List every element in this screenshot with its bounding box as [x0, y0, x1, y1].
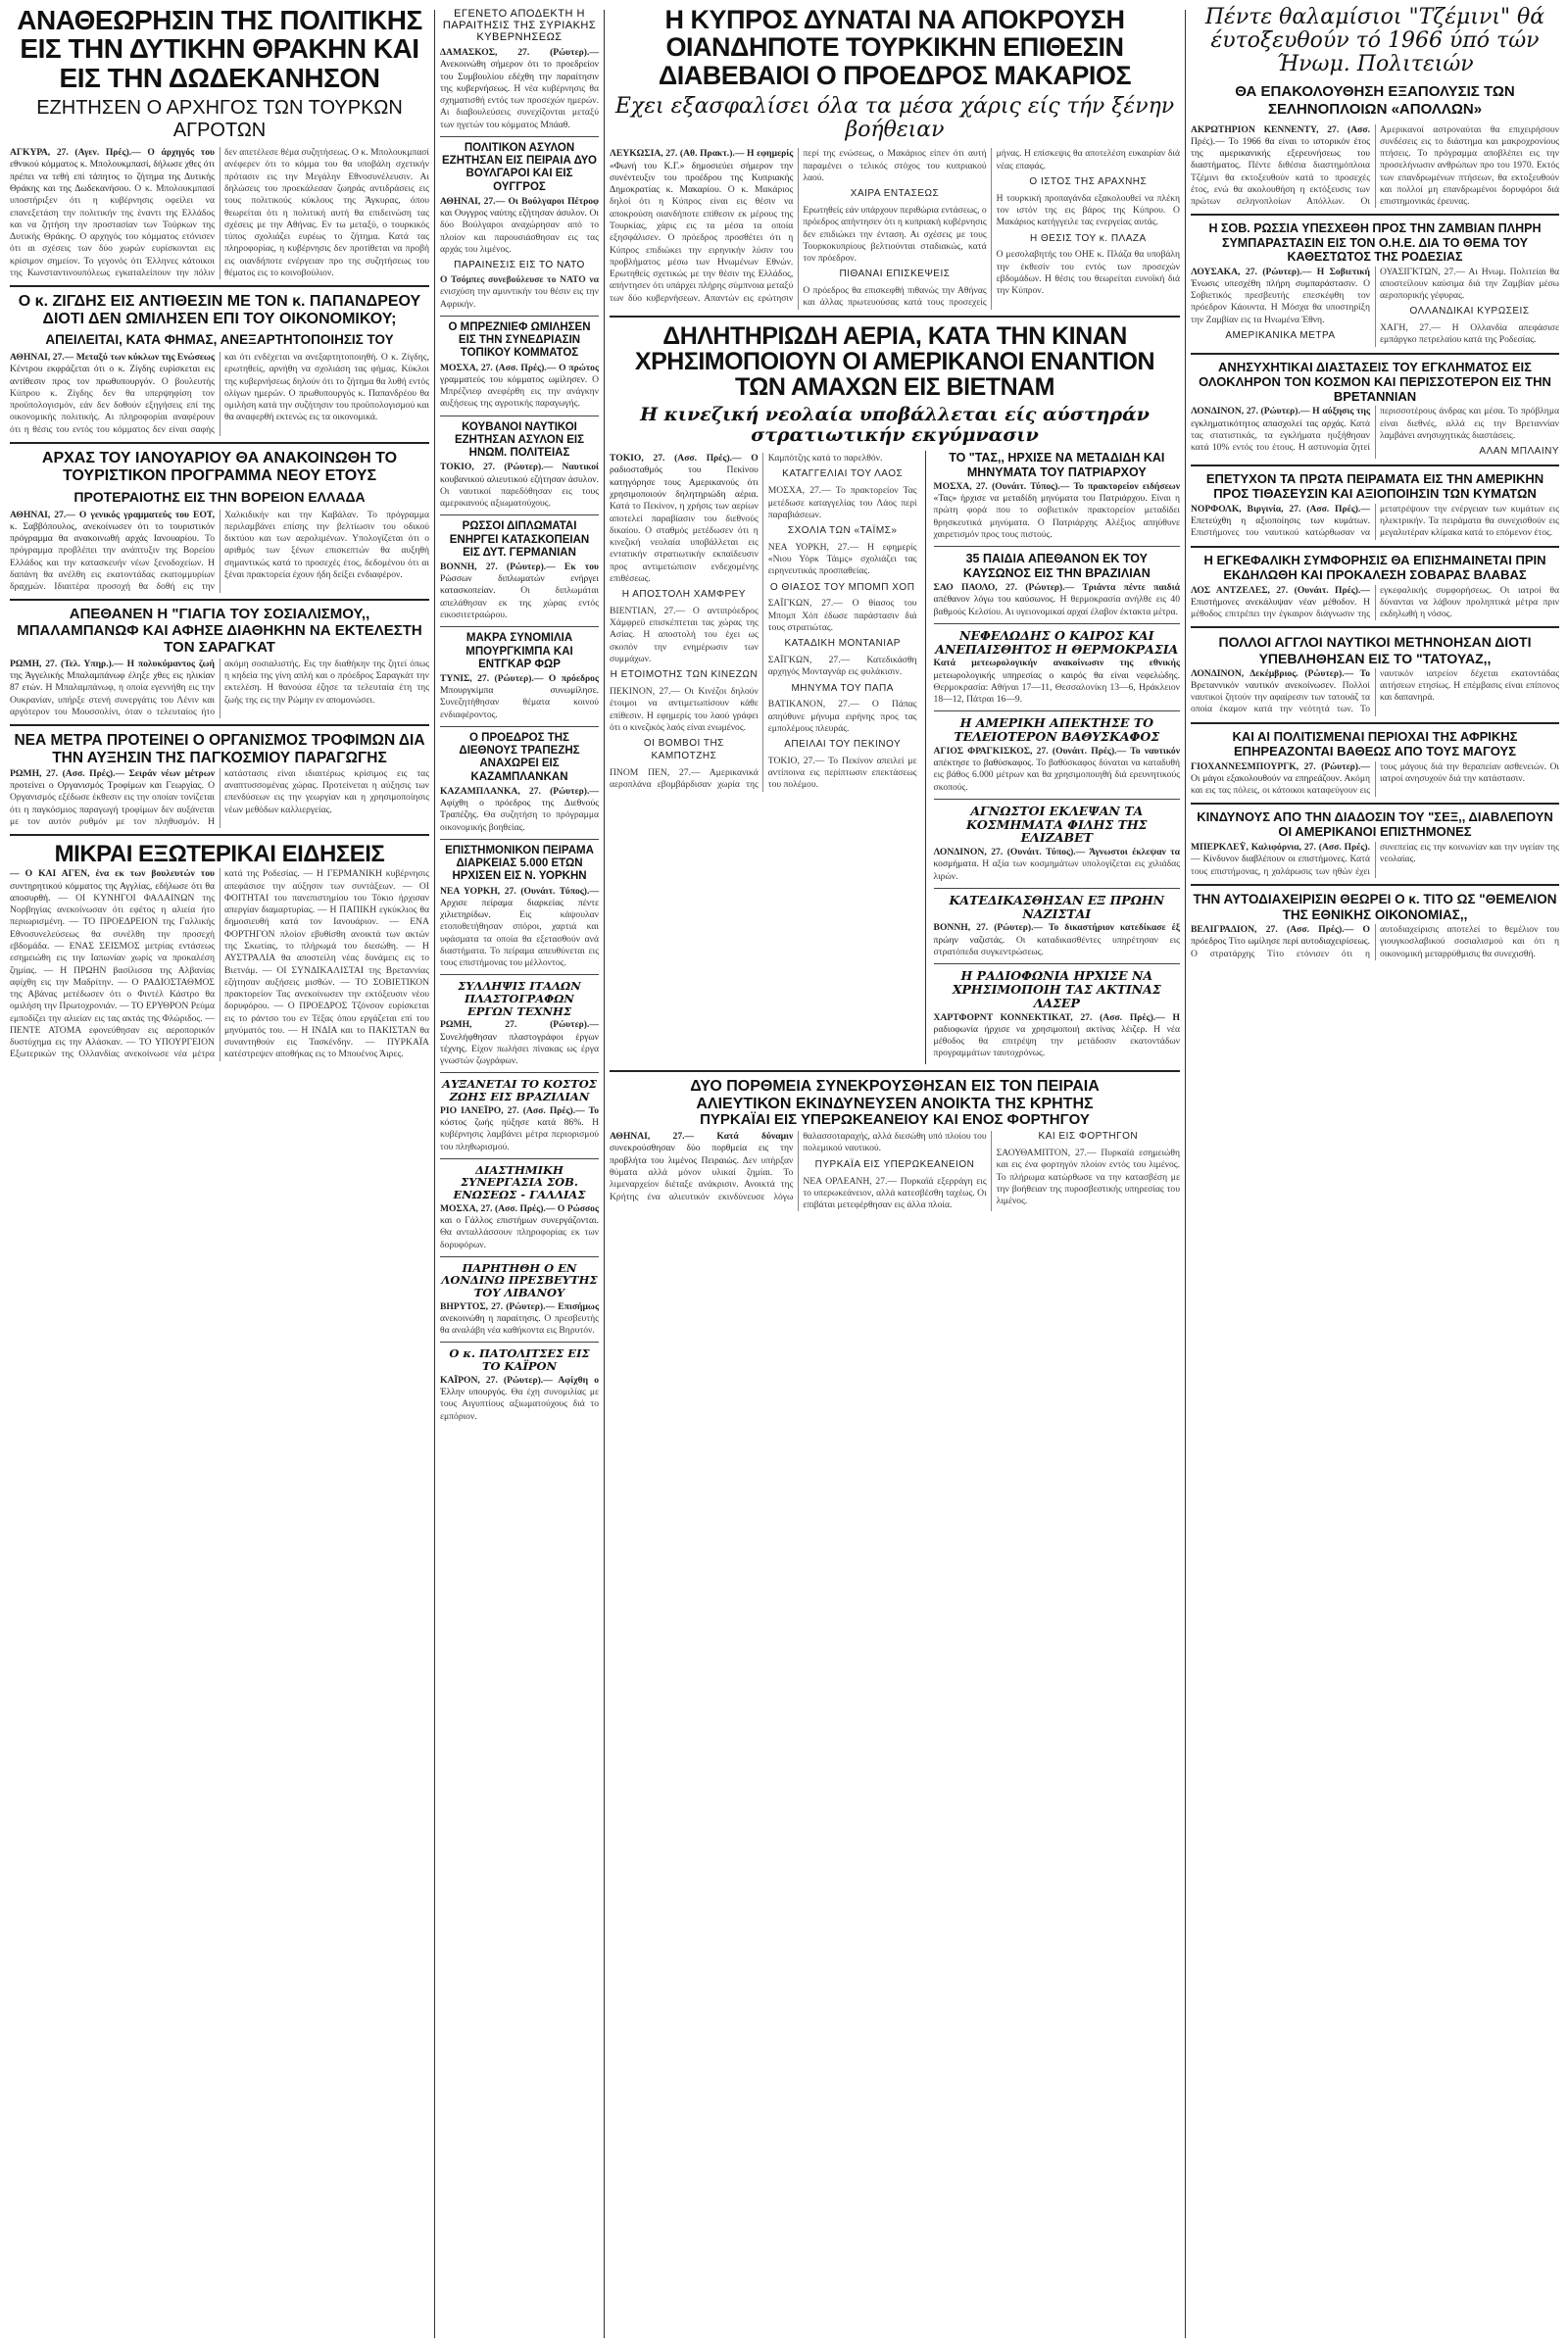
article-brazil-cost	[440, 1105, 599, 1153]
body-filler: Η θερμοκρασία ανήλθε εις 40 βαθμούς Κελσίου. Αι υγειονομικαί αρχαί έλαβον έκτακτα μέτρα.	[933, 594, 1180, 617]
body-filler: Ο πρεσβευτής θα αναλάβη νέα καθήκοντα εις Βηρυτόν.	[440, 1312, 599, 1337]
headline-space-coop: ΔΙΑΣΤΗΜΙΚΗ ΣΥΝΕΡΓΑΣΙΑ ΣΟΒ. ΕΝΩΣΕΩΣ - ΓΑΛΛΙΑΣ	[453, 1162, 586, 1202]
body-filler: Ο κ. Μακάριος δηλοί ότι η Κύπρος είναι εις θέσιν να αποκρούση οιανδήποτε επίθεσιν εκ μέρους της Τουρκίας, χάρις εις τα μέσα τα οποία εξησφάλισεν. Ο πρόεδρος προσθέτει ότι η Κύπρος επιδιώκει την ειρηνικήν λύσιν του προβλήματος μέσω των Ηνωμένων Εθνών. Ερωτηθείς σχετικώς με την θέσιν της Ελλάδος, απήντησεν ότι υπάρχει πλήρης σύμπνοια μεταξύ των δύο κυβερνήσεων. Απαντών εις ερώτησιν περί της ενώσεως, ο Μακάριος είπεν ότι αυτή παραμένει ο τελικός στόχος του κυπριακού λαού.	[610, 148, 987, 304]
headline-lebanon: ΠΑΡΗΤΗΘΗ Ο ΕΝ ΛΟΝΔΙΝΩ ΠΡΕΣΒΕΥΤΗΣ ΤΟΥ ΛΙΒΑΝΟΥ	[441, 1260, 598, 1300]
lead-balabanoff: ΡΩΜΗ, 27. (Τελ. Υπηρ.).— Η πολυκύμαντος ζωή της Άγγελικής Μπαλαμπάνωφ έληξε χθες εις ηλικίαν 87 ετών.	[10, 658, 215, 694]
body-filler: Η κυβέρνησις λαμβάνει μέτρα περιορισμού του πληθωρισμού.	[440, 1116, 599, 1152]
article-syria	[440, 47, 599, 131]
headline-spies: ΡΩΣΣΟΙ ΔΙΠΛΩΜΑΤΑΙ ΕΝΗΡΓΕΙ ΚΑΤΑΣΚΟΠΕΙΑΝ ΕΙΣ ΔΥΤ. ΓΕΡΜΑΝΙΑΝ	[449, 520, 590, 559]
headline-laser: Η ΡΑΔΙΟΦΩΝΙΑ ΗΡΧΙΣΕ ΝΑ ΧΡΗΣΙΜΟΠΟΙΗ ΤΑΣ ΑΚΤΙΝΑΣ ΛΑΣΕΡ	[952, 968, 1161, 1010]
body-filler: — ΟΙ ΚΥΝΗΓΟΙ ΦΑΛΑΙΝΩΝ της Νορβηγίας ανεκοίνωσαν ότι εφέτος η αλιεία ήτο περιωρισμένη. — ΤΟ ΠΡΟΕΔΡΕΙΟΝ της Γαλλικής Εθνοσυνελεύσεως θα συνέλθη την προσεχή εβδομάδα. — ΕΝΑΣ ΣΕΙΣΜΟΣ μετρίας εντάσεως εσημειώθη εις την Ιαπωνίαν χωρίς να προκαλέση ζημίας. — Η ΠΡΩΗΝ βασίλισσα της Αλβανίας αφίχθη εις την Μαδρίτην. — Ο ΡΑΔΙΟΣΤΑΘΜΟΣ της Αβάνας μετέδωσεν ότι ο Φιντέλ Κάστρο θα ομιλήση την Πρωτοχρονιάν. — ΤΟ ΕΡΥΘΡΟΝ Ρεύμα εμποδίζει την αλιείαν εις τας ακτάς της Φλώριδος. — ΠΕΝΤΕ ΑΤΟΜΑ εφονεύθησαν εις αεροπορικόν δυστύχημα εις την Αλάσκαν. — ΤΟ ΥΠΟΥΡΓΕΙΟΝ Εξωτερικών της Ολλανδίας ανεκοίνωσε νέα μέτρα κατά της Ροδεσίας. — Η ΓΕΡΜΑΝΙΚΗ κυβέρνησις απεφάσισε την αύξησιν των συντάξεων. — ΟΙ ΦΟΙΤΗΤΑΙ του πανεπιστημίου του Τόκιο ήρχισαν απεργίαν διαμαρτυρίας. — Η ΠΑΠΙΚΗ εγκύκλιος θα δημοσιευθή κατά τον Ιανουάριον. — ΕΝΑ ΦΟΡΤΗΓΟΝ πλοίον εβυθίσθη ανοικτά των ακτών της Σκωτίας, το πλήρωμά του διεσώθη. — Η ΑΥΣΤΡΑΛΙΑ θα αποστείλη νέας δυνάμεις εις το Βιετνάμ. — ΟΙ ΣΥΝΔΙΚΑΛΙΣΤΑΙ της Βρεταννίας εζήτησαν αυξήσεις μισθών. — ΤΟ ΣΟΒΙΕΤΙΚΟΝ πρακτορείον Τας ανεκοίνωσεν την εκτόξευσιν νέου δορυφόρου. — Ο ΠΡΟΕΔΡΟΣ Τζόνσον ευρίσκεται εις το ράντσο του εν Τέξας όπου εργάζεται επί του μηνύματός του. — Η ΙΝΔΙΑ και το ΠΑΚΙΣΤΑΝ θα συναντηθούν εις Τασκένδην. — ΠΥΡΚΑΪΑ κατέστρεψεν αποθήκας εις το Μπουένος Άιρες.	[10, 868, 429, 1060]
body-filler: ΝΕΑ ΟΡΛΕΑΝΗ, 27.— Πυρκαϊά εξερράγη εις το υπερωκεάνειον, αλλά κατεσβέσθη ταχέως. Οι επιβάται μετεφέρθησαν εις άλλα πλοία.	[803, 1175, 987, 1211]
headline-weather: ΝΕΦΕΛΩΔΗΣ Ο ΚΑΙΡΟΣ ΚΑΙ ΑΝΕΠΑΙΣΘΗΤΟΣ Η ΘΕΡΜΟΚΡΑΣΙΑ	[935, 627, 1179, 657]
article-forgers	[440, 1019, 599, 1067]
headline-brazil-cost: ΑΥΞΑΝΕΤΑΙ ΤΟ ΚΟΣΤΟΣ ΖΩΗΣ ΕΙΣ ΒΡΑΖΙΛΙΑΝ	[442, 1077, 597, 1104]
article-world-bank	[440, 786, 599, 834]
center-lower-right	[934, 451, 1180, 1063]
subtitle-us-measures: ΑΜΕΡΙΚΑΝΙΚΑ ΜΕΤΡΑ	[1225, 329, 1336, 341]
body-filler: Συνεζητήθησαν θέματα κοινού ενδιαφέροντος.	[440, 697, 599, 720]
body-filler: Ακόμη και εις τας πόλεις, οι κάτοικοι καταφεύγουν εις τους μάγους διά την θεραπείαν ασθενειών. Οι ιατροί ανησυχούν διά την κατάστασιν.	[1191, 760, 1559, 797]
lead-forgers: ΡΩΜΗ, 27. (Ρώυτερ).— Συνελήφθησαν πλαστογράφοι έργων τέχνης.	[440, 1019, 599, 1054]
lead-spies: ΒΟΝΝΗ, 27. (Ρώυτερ).— Εκ του Ρώσσων διπλωματών ενήργει κατασκοπείαν.	[440, 561, 599, 597]
body-filler: Ο πρόεδρος θα επισκεφθή πιθανώς την Αθήνας και άλλας πρωτευούσας κατά τους προσεχείς μήνας. Η επίσκεψις θα αποτελέση ευκαιρίαν διά νέας επαφάς.	[803, 148, 1180, 309]
headline-cuban: ΚΟΥΒΑΝΟΙ ΝΑΥΤΙΚΟΙ ΕΖΗΤΗΣΑΝ ΑΣΥΛΟΝ ΕΙΣ ΗΝΩΜ. ΠΟΛΙΤΕΙΑΣ	[454, 420, 584, 460]
article-tass	[934, 481, 1180, 541]
body-filler: Πολλοί ναυτικοί ζητούν την αφαίρεσιν των τατουάζ τα οποία έκαμον κατά την νεότητά των. Το ναυτικόν ιατρείον δέχεται εκατοντάδας αιτήσεων ετησίως. Η επέμβασις είναι επίπονος και δαπανηρά.	[1191, 667, 1559, 715]
body-filler: Θα έχη συνομιλίας με τους Αιγυπτίους αξιωματούχους διά το εμπόριον.	[440, 1387, 599, 1422]
lead-brazil-cost: ΡΙΟ ΙΑΝΕΪΡΟ, 27. (Ασσ. Πρές).— Το κόστος ζωής ηύξησε κατά 86%.	[440, 1104, 599, 1128]
article-nato	[440, 274, 599, 311]
lead-jewels: ΛΟΝΔΙΝΟΝ, 27. (Ουνάιτ. Τύπος).— Άγνωστοι έκλεψαν τα κοσμήματα.	[933, 847, 1180, 870]
lead-heat: ΣΑΟ ΠΑΟΛΟ, 27. (Ρώυτερ).— Τριάντα πέντε παιδιά απέθανον λόγω του καύσωνος.	[933, 582, 1180, 606]
lead-africa-magic: ΓΙΟΧΑΝΝΕΣΜΠΟΥΡΓΚ, 27. (Ρώυτερ).— Οι μάγοι εξακολουθούν να επηρεάζουν.	[1191, 760, 1370, 784]
subtitle-nato: ΠΑΡΑΙΝΕΣΙΣ ΕΙΣ ΤΟ ΝΑΤΟ	[454, 260, 585, 271]
lead-lebanon: ΒΗΡΥΤΟΣ, 27. (Ρώυτερ).— Επισήμως ανεκοινώθη η παραίτησις.	[440, 1300, 599, 1324]
column-rule	[434, 10, 435, 2338]
body-filler: ΤΟΚΙΟ, 27.— Το Πεκίνον απειλεί με αντίποινα εις περίπτωσιν επεκτάσεως του πολέμου.	[767, 755, 917, 791]
body-filler: Ο Μπρέζνιεφ ανεφέρθη εις την ανάγκην αυξήσεως της αγροτικής παραγωγής.	[440, 373, 599, 410]
body-filler: Κατά το Πεκίνον, η χρήσις των αερίων αποτελεί παραβίασιν του διεθνούς δικαίου. Ο σταθμός μετέδωσεν ότι η κινεζική νεολαία υποβάλλεται εις εντατικήν στρατιωτικήν εκπαίδευσιν προς αντιμετώπισιν ενδεχομένης επιθέσεως.	[610, 501, 759, 584]
lead-tass: ΜΟΣΧΑ, 27. (Ουνάιτ. Τύπος).— Το πρακτορείον ειδήσεων «Τας» ήρχισε να μεταδίδη μηνύματα του Πατριάρχου.	[933, 480, 1180, 505]
headline-experiment: ΕΠΙΣΤΗΜΟΝΙΚΟΝ ΠΕΙΡΑΜΑ ΔΙΑΡΚΕΙΑΣ 5.000 ΕΤΩΝ ΗΡΧΙΣΕΝ ΕΙΣ Ν. ΥΟΡΚΗΝ	[445, 844, 594, 883]
lead-world-bank: ΚΑΖΑΜΠΛΑΝΚΑ, 27. (Ρώυτερ).— Αφίχθη ο πρόεδρος της Διεθνούς Τραπέζης.	[440, 785, 599, 821]
body-filler: Εις κάψουλαν ετοποθετήθησαν σπόροι, χαρτιά και υφάσματα τα οποία θα εξετασθούν ανά διαστήματα. Το πείραμα απευθύνεται εις τους επιστήμονας του μέλλοντος.	[440, 909, 599, 969]
body-filler: Η Μπαλαμπάνωφ, η οποία εγεννήθη εις την Ουκρανίαν, υπήρξε στενή συνεργάτις του Λένιν και αργότερον του Μουσσολίνι, όταν ο τελευταίος ήτο ακόμη σοσιαλιστής. Εις την διαθήκην της ζητεί όπως η κηδεία της γίνη απλή και ο πρόεδρος Σαραγκάτ την εκτελέση. Η θανούσα έζησε τα τελευταία έτη της ζωής της εις την Ρώμην εν απομονώσει.	[10, 658, 429, 717]
article-brezhnev	[440, 363, 599, 411]
headline-tass: ΤΟ "ΤΑΣ,, ΗΡΧΙΣΕ ΝΑ ΜΕΤΑΔΙΔΗ ΚΑΙ ΜΗΝΥΜΑΤΑ ΤΟΥ ΠΑΤΡΙΑΡΧΟΥ	[949, 451, 1165, 479]
headline-fires: ΠΥΡΚΑΪΑΙ ΕΙΣ ΥΠΕΡΩΚΕΑΝΕΙΟΥ ΚΑΙ ΕΝΟΣ ΦΟΡΤΗΓΟΥ	[700, 1111, 1090, 1129]
headline-heat: 35 ΠΑΙΔΙΑ ΑΠΕΘΑΝΟΝ ΕΚ ΤΟΥ ΚΑΥΣΩΝΟΣ ΕΙΣ ΤΗΝ ΒΡΑΖΙΛΙΑΝ	[962, 552, 1151, 580]
headline-foreign-briefs: ΜΙΚΡΑΙ ΕΞΩΤΕΡΙΚΑΙ ΕΙΔΗΣΕΙΣ	[54, 841, 385, 868]
body-filler: Οι καταδικασθέντες υπηρέτησαν εις στρατόπεδα συγκεντρώσεως.	[933, 934, 1180, 958]
subhead-tourism: ΠΡΟΤΕΡΑΙΟΤΗΣ ΕΙΣ ΤΗΝ ΒΟΡΕΙΟΝ ΕΛΛΑΔΑ	[74, 488, 366, 505]
body-filler: ΜΟΣΧΑ, 27.— Το πρακτορείον Τας μετέδωσε καταγγελίας του Λάος περί παραβιάσεων.	[767, 485, 917, 520]
article-zambia	[1191, 267, 1559, 347]
body-filler: ΒΑΤΙΚΑΝΟΝ, 27.— Ο Πάπας απηύθυνε μήνυμα ειρήνης προς τας εμπολέμους πλευράς.	[767, 699, 917, 734]
article-tito	[1191, 924, 1559, 960]
lead-tourism: ΑΘΗΝΑΙ, 27.— Ο γενικός γραμματεύς του ΕΟΤ, κ. Σαββόπουλος, ανεκοίνωσεν ότι το τουριστικόν πρόγραμμα θα ανακοινωθή αρχάς Ιανουαρίου.	[10, 509, 215, 545]
headline-brezhnev: Ο ΜΠΡΕΖΝΙΕΦ ΩΜΙΛΗΣΕΝ ΕΙΣ ΤΗΝ ΣΥΝΕΔΡΙΑΣΙΝ ΤΟΠΙΚΟΥ ΚΟΜΜΑΤΟΣ	[448, 320, 591, 360]
lead-bathyscaphe: ΑΓΙΟΣ ΦΡΑΓΚΙΣΚΟΣ, 27. (Ουνάιτ. Πρές).— Το ναυτικόν απέκτησε το βαθύσκαφος.	[933, 745, 1180, 769]
lead-experiment: ΝΕΑ ΥΟΡΚΗ, 27. (Ουνάιτ. Τύπος).— Αρχισε πείραμα διαρκείας πέντε χιλιετηρίδων.	[440, 885, 599, 921]
center-columns	[610, 0, 1180, 2348]
body-filler: Ο Οργανισμός εξέδωσε έκθεσιν εις την οποίαν τονίζεται ότι η παγκόσμιος παραγωγή τροφίμων δεν αυξάνεται με τον αυτόν ρυθμόν με τον πληθυσμόν. Η κατάστασις είναι ιδιαιτέρως κρίσιμος εις τας αναπτυσσομένας χώρας. Προτείνεται η αύξησις των επενδύσεων εις την γεωργίαν και η χρησιμοποίησις νέων μεθόδων καλλιεργείας.	[10, 767, 429, 827]
lead-thrace: ΑΓΚΥΡΑ, 27. (Αγεν. Πρές).— Ο άρχηγός του εθνικού κόμματος κ. Μπολουκμπασί, δήλωσε χθες ότι πρέπει να τεθή επί τάπητος το ζήτημα της Δυτικής Θράκης και της Δωδεκανήσου.	[10, 147, 215, 194]
article-tattoo	[1191, 668, 1559, 716]
article-africa-magic	[1191, 761, 1559, 798]
lead-crime: ΛΟΝΔΙΝΟΝ, 27. (Ρώυτερ).— Η αύξησις της εγκληματικότητος απασχολεί τας αρχάς.	[1191, 406, 1370, 429]
body-filler: Ο μεσολαβητής του ΟΗΕ κ. Πλάζα θα υποβάλη την έκθεσίν του εντός των προσεχών εβδομάδων. Η θέσις του θεωρείται ευνοϊκή διά την Κύπρον.	[996, 249, 1180, 297]
body-filler: Είναι η πρώτη φορά που το σοβιετικόν πρακτορείον μεταδίδει θρησκευτικά μηνύματα. Ο Πατριάρχης Αλέξιος απηύθυνε χαιρετισμόν προς τους πιστούς.	[933, 493, 1180, 540]
headline-cyprus: Η ΚΥΠΡΟΣ ΔΥΝΑΤΑΙ ΝΑ ΑΠΟΚΡΟΥΣΗ ΟΙΑΝΔΗΠΟΤΕ ΤΟΥΡΚΙΚΗΝ ΕΠΙΘΕΣΙΝ ΔΙΑΒΕΒΑΙΟΙ Ο ΠΡΟΕΔΡΟΣ ΜΑΚΑΡΙΟΣ	[658, 5, 1132, 90]
headline-food-org: ΝΕΑ ΜΕΤΡΑ ΠΡΟΤΕΙΝΕΙ Ο ΟΡΓΑΝΙΣΜΟΣ ΤΡΟΦΙΜΩΝ ΔΙΑ ΤΗΝ ΑΥΞΗΣΙΝ ΤΗΣ ΠΑΓΚΟΣΜΙΟΥ ΠΑΡΑΓΩΓΗΣ	[14, 732, 425, 766]
headline-thrace: ΑΝΑΘΕΩΡΗΣΙΝ ΤΗΣ ΠΟΛΙΤΙΚΗΣ ΕΙΣ ΤΗΝ ΔΥΤΙΚΗΝ ΘΡΑΚΗΝ ΚΑΙ ΕΙΣ ΤΗΝ ΔΩΔΕΚΑΝΗΣΟΝ	[17, 5, 422, 93]
headline-gemini: Πέντε θαλαμίσιοι "Τζέμινι" θά έυτοξευθούν τό 1966 ύπό τών Ήνωμ. Πολιτειών	[1204, 5, 1545, 77]
article-cairo	[440, 1375, 599, 1423]
headline-nazis: ΚΑΤΕΔΙΚΑΣΘΗΣΑΝ ΕΞ ΠΡΩΗΝ ΝΑΖΙΣΤΑΙ	[949, 892, 1165, 921]
subhead-zigdis: ΑΠΕΙΛΕΙΤΑΙ, ΚΑΤΑ ΦΗΜΑΣ, ΑΝΕΞΑΡΤΗΤΟΠΟΙΗΣΙΣ ΤΟΥ	[45, 331, 394, 347]
body-filler: Η νέα μέθοδος θα επιτρέψη την μετάδοσιν εκατοντάδων προγραμμάτων ταυτοχρόνως.	[933, 1023, 1180, 1059]
subtitle-times: ΣΧΟΛΙΑ ΤΩΝ «ΤΑΪΜΣ»	[787, 525, 898, 537]
headline-balabanoff: ΑΠΕΘΑΝΕΝ Η "ΓΙΑΓΙΑ ΤΟΥ ΣΟΣΙΑΛΙΣΜΟΥ,, ΜΠΑΛΑΜΠΑΝΩΦ ΚΑΙ ΑΦΗΣΕ ΔΙΑΘΗΚΗΝ ΝΑ ΕΚΤΕΛΕΣΤΗ ΤΟΝ ΣΑΡΑΓΚΑΤ	[17, 606, 422, 657]
body-filler: Θερμοκρασία: Αθήναι 17—11, Θεσσαλονίκη 13—6, Ηράκλειον 18—12, Πάτραι 16—9.	[933, 681, 1180, 706]
article-zigdis	[10, 352, 429, 436]
body-filler: Ερωτηθείς εάν υπάρχουν περιθώρια εντάσεως, ο πρόεδρος απήντησεν ότι η κυπριακή κυβέρνησις δεν επιδιώκει την ένταση. Αι σχέσεις με τους Τουρκοκυπρίους βελτιούνται σταδιακώς, κατά τον πρόεδρον.	[803, 205, 987, 265]
byline-crime: ΑΛΑΝ ΜΠΛΑΙΝΥ	[1479, 446, 1559, 458]
column-rule	[604, 10, 605, 2338]
body-filler: Θα συζητήση το πρόγραμμα οικονομικής βοηθείας.	[440, 809, 599, 833]
article-sex-risk	[1191, 842, 1559, 878]
lead-gas: ΤΟΚΙΟ, 27. (Ασσ. Πρές).— Ο ραδιοσταθμός του Πεκίνου κατηγόρησε τους Αμερικανούς ότι χρησιμοποιούν δηλητηριώδη αέρια.	[610, 453, 759, 500]
lead-weather: Κατά μετεωρολογικήν ανακοίνωσιν της εθνικής μετεωρολογικής υπηρεσίας ο καιρός θα είναι νεφελώδης.	[933, 658, 1180, 681]
lead-brezhnev: ΜΟΣΧΑ, 27. (Ασσ. Πρές).— Ο πρώτος γραμματεύς του κόμματος ωμίλησεν.	[440, 362, 599, 385]
article-cuban	[440, 462, 599, 510]
center-lower-left	[610, 451, 917, 1063]
body-filler: Κατά τους επιστήμονας, η χαλάρωσις των ηθών έχει συνεπείας εις την κοινωνίαν και την υγείαν της νεολαίας.	[1191, 842, 1559, 877]
subtitle-dutch-sanctions: ΟΛΛΑΝΔΙΚΑΙ ΚΥΡΩΣΕΙΣ	[1409, 306, 1530, 318]
subtitle-bob-hope: Ο ΘΙΑΣΟΣ ΤΟΥ ΜΠΟΜΠ ΧΟΠ	[769, 581, 915, 593]
article-nazis	[934, 922, 1180, 958]
subtitle-peking: ΑΠΕΙΛΑΙ ΤΟΥ ΠΕΚΙΝΟΥ	[784, 739, 902, 751]
subtitle-montagnard: ΚΑΤΑΔΙΚΗ ΜΟΝΤΑΝΙΑΡ	[784, 638, 901, 650]
lead-zambia: ΛΟΥΣΑΚΑ, 27. (Ρώυτερ).— Η Σοβιετική Ένωσις υπεσχέθη πλήρη συμπαράστασιν.	[1191, 266, 1370, 289]
second-column	[440, 0, 599, 2348]
subtitle-visits: ΠΙΘΑΝΑΙ ΕΠΙΣΚΕΨΕΙΣ	[839, 269, 951, 280]
subtitle-pope: ΜΗΝΥΜΑ ΤΟΥ ΠΑΠΑ	[791, 682, 894, 694]
lead-sex-risk: ΜΠΕΡΚΛΕΫ, Καλιφόρνια, 27. (Ασσ. Πρές).— Κίνδυνον διαβλέπουν οι επιστήμονες.	[1191, 842, 1370, 865]
headline-jewels: ΑΓΝΩΣΤΟΙ ΕΚΛΕΨΑΝ ΤΑ ΚΟΣΜΗΜΑΤΑ ΦΙΛΗΣ ΤΗΣ ΕΛΙΖΑΒΕΤ	[966, 803, 1148, 846]
article-crime	[1191, 406, 1559, 459]
body-filler: Το πρόγραμμα προβλέπει την ανάπτυξιν της Βορείου Ελλάδος και την κατασκευήν νέων ξενοδοχείων. Η δαπάνη θα ανέλθη εις εκατοντάδας εκατομμυρίων δραχμών. Ιδιαιτέρα προσοχή θα δοθή εις την Χαλκιδικήν και την Καβάλαν. Το πρόγραμμα περιλαμβάνει επίσης την βελτίωσιν του οδικού δικτύου και των αερολιμένων. Υπολογίζεται ότι ο αριθμός των ξένων επισκεπτών θα αυξηθή σημαντικώς κατά το προσεχές έτος, δεδομένου ότι αι ξέναι πρακτορεία έχουν ήδη δείξει ενδιαφέρον.	[10, 509, 429, 593]
headline-tito: ΤΗΝ ΑΥΤΟΔΙΑΧΕΙΡΙΣΙΝ ΘΕΩΡΕΙ Ο κ. ΤΙΤΟ ΩΣ "ΘΕΜΕΛΙΟΝ ΤΗΣ ΕΘΝΙΚΗΣ ΟΙΚΟΝΟΜΙΑΣ,,	[1193, 892, 1557, 922]
headline-ferries: ΔΥΟ ΠΟΡΘΜΕΙΑ ΣΥΝΕΚΡΟΥΣΘΗΣΑΝ ΕΙΣ ΤΟΝ ΠΕΙΡΑΙΑ	[690, 1077, 1100, 1095]
article-waves	[1191, 504, 1559, 540]
article-spies	[440, 562, 599, 621]
headline-cairo: Ο κ. ΠΑΤΟΛΙΤΣΕΣ ΕΙΣ ΤΟ ΚΑΪΡΟΝ	[449, 1346, 590, 1374]
body-filler: Οι ναυτικοί παρεδόθησαν εις τους αμερικανούς αξιωματούχους.	[440, 485, 599, 510]
column-rule	[1185, 10, 1186, 2338]
lead-asylum: ΑΘΗΝΑΙ, 27.— Οι Βούλγαροι Πέτροφ και Ουγγρος ναύτης εζήτησαν άσυλον.	[440, 195, 599, 219]
lead-foreign-briefs: — Ο ΚΑΙ ΑΓΕΝ, ένα εκ των βουλευτών του συντηρητικού κόμματος της Αγγλίας, εδήλωσε ότι θα αποσυρθή.	[10, 868, 215, 904]
body-filler: Ο στρατάρχης Τίτο ετόνισεν ότι η αυτοδιαχείρισις αποτελεί το θεμέλιον του γιουγκοσλαβικού σοσιαλισμού και ότι η οικονομική μεταρρύθμισις θα συνεχισθή.	[1191, 924, 1559, 959]
article-thrace	[10, 147, 429, 279]
headline-sex-risk: ΚΙΝΔΥΝΟΥΣ ΑΠΟ ΤΗΝ ΔΙΑΔΟΣΙΝ ΤΟΥ "ΣΕΞ,, ΔΙΑΒΛΕΠΟΥΝ ΟΙ ΑΜΕΡΙΚΑΝΟΙ ΕΠΙΣΤΗΜΟΝΕΣ	[1197, 809, 1553, 840]
body-filler: ΒΙΕΝΤΙΑΝ, 27.— Ο αντιπρόεδρος Χάμφρεϋ επισκέπτεται τας χώρας της Ασίας. Η αποστολή του έχει ως σκοπόν την ενημέρωσιν των συμμάχων.	[610, 605, 759, 664]
article-jewels	[934, 847, 1180, 883]
body-filler: ΠΝΟΜ ΠΕΝ, 27.— Αμερικανικά αεροπλάνα εβομβάρδισαν χωρία της Καμπότζης κατά το παρελθόν.	[610, 453, 883, 790]
lead-ferries: ΑΘΗΝΑΙ, 27.— Κατά δύναμιν συνεκρούσθησαν δύο πορθμεία εις την προβλήτα του λιμένος Πειραιώς.	[610, 1131, 794, 1166]
body-filler: Ο Τσόμπες συνεβούλευσε το ΝΑΤΟ να ενισχύση την αμυντικήν του θέσιν εις την Αφρικήν.	[440, 274, 599, 310]
article-foreign-briefs	[10, 868, 429, 1060]
lead-space-coop: ΜΟΣΧΑ, 27. (Ασσ. Πρές).— Ο Ρώσσος και ο Γάλλος επιστήμων συνεργάζονται.	[440, 1202, 599, 1226]
body-filler: ΣΑΟΥΘΑΜΠΤΟΝ, 27.— Πυρκαϊά εσημειώθη και εις ένα φορτηγόν πλοίον εντός του λιμένος. Το πλήρωμα κατώρθωσε να την κατασβέση με την βοήθειαν της πυροσβεστικής υπηρεσίας του λιμένος.	[996, 1148, 1180, 1207]
lead-syria: ΔΑΜΑΣΚΟΣ, 27. (Ρώυτερ).— Ανεκοινώθη σήμερον ότι το προεδρείον του Συμβουλίου εδέχθη την παραίτησιν της κυβερνήσεως.	[440, 47, 599, 94]
center-lower	[610, 451, 1180, 1063]
lead-zigdis: ΑΘΗΝΑΙ, 27.— Μεταξύ των κύκλων της Ενώσεως Κέντρου εκφράζεται ότι ο κ. Ζίγδης ευρίσκεται εις αντίθεσιν προς τον πρωθυπουργόν.	[10, 352, 215, 387]
article-bourguiba	[440, 673, 599, 721]
body-filler: ΣΑΪΓΚΩΝ, 27.— Κατεδικάσθη αρχηγός Μονταγνάρ εις φυλάκισιν.	[767, 655, 917, 678]
kicker-syria: ΕΓΕΝΕΤΟ ΑΠΟΔΕΚΤΗ Η ΠΑΡΑΙΤΗΣΙΣ ΤΗΣ ΣΥΡΙΑΚΗΣ ΚΥΒΕΡΝΗΣΕΩΣ	[442, 8, 597, 43]
body-filler: Είχον πωλήσει πίνακας ως έργα γνωστών ζωγράφων.	[440, 1043, 599, 1067]
headline-crime: ΑΝΗΣΥΧΗΤΙΚΑΙ ΔΙΑΣΤΑΣΕΙΣ ΤΟΥ ΕΓΚΛΗΜΑΤΟΣ ΕΙΣ ΟΛΟΚΛΗΡΟΝ ΤΟΝ ΚΟΣΜΟΝ ΚΑΙ ΠΕΡΙΣΣΟΤΕΡΟΝ ΕΙΣ ΤΗΝ ΒΡΕΤΑΝΝΙΑΝ	[1199, 359, 1551, 404]
article-balabanoff	[10, 659, 429, 718]
body-filler: Ο Σοβιετικός πρεσβευτής επεσκέφθη τον πρόεδρον Κάουντα. Η Μόσχα θα υποστηρίξη την Ζαμβίαν εις τα Ηνωμένα Έθνη.	[1191, 277, 1370, 325]
subtitle-humphrey: Η ΑΠΟΣΤΟΛΗ ΧΑΜΦΡΕΥ	[621, 589, 746, 601]
headline-bathyscaphe: Η ΑΜΕΡΙΚΗ ΑΠΕΚΤΗΣΕ ΤΟ ΤΕΛΕΙΟΤΕΡΟΝ ΒΑΘΥΣΚΑΦΟΣ	[954, 715, 1160, 745]
article-stroke	[1191, 585, 1559, 621]
subtitle-plaza: Η ΘΕΣΙΣ ΤΟΥ κ. ΠΛΑΖΑ	[1029, 232, 1147, 244]
headline-zambia: Η ΣΟΒ. ΡΩΣΣΙΑ ΥΠΕΣΧΕΘΗ ΠΡΟΣ ΤΗΝ ΖΑΜΒΙΑΝ ΠΛΗΡΗ ΣΥΜΠΑΡΑΣΤΑΣΙΝ ΕΙΣ ΤΟΝ Ο.Η.Ε. ΔΙΑ ΤΟ ΘΕΜΑ ΤΟΥ ΚΑΘΕΣΤΩΤΟΣ ΤΗΣ ΡΟΔΕΣΙΑΣ	[1208, 221, 1542, 265]
lead-tito: ΒΕΛΙΓΡΑΔΙΟΝ, 27. (Ασσ. Πρές).— Ο πρόεδρος Τίτο ωμίλησε περί αυτοδιαχειρίσεως.	[1191, 924, 1370, 948]
subhead-gemini: ΘΑ ΕΠΑΚΟΛΟΥΘΗΣΗ ΕΞΑΠΟΛΥΣΙΣ ΤΩΝ ΣΕΛΗΝΟΠΛΟΙΩΝ «ΑΠΟΛΛΩΝ»	[1235, 82, 1515, 118]
body-filler: Επιστήμονες του ναυτικού κατώρθωσαν να μετατρέψουν την ενέργειαν των κυμάτων εις ηλεκτρικήν. Τα πειράματα θα συνεχισθούν εις μεγαλυτέραν κλίμακα κατά το επόμενον έτος.	[1191, 503, 1559, 539]
body-filler: Η τουρκική προπαγάνδα εξακολουθεί να πλέκη τον ιστόν της εις βάρος της Κύπρου. Ο Μακάριος κατήγγειλε τας ενεργείας αυτάς.	[996, 192, 1180, 228]
body-filler: ΧΑΓΗ, 27.— Η Ολλανδία απεφάσισε εμπάργκο πετρελαίου κατά της Ροδεσίας.	[1380, 322, 1559, 346]
article-cyprus	[610, 148, 1180, 309]
headline-tourism: ΑΡΧΑΣ ΤΟΥ ΙΑΝΟΥΑΡΙΟΥ ΘΑ ΑΝΑΚΟΙΝΩΘΗ ΤΟ ΤΟΥΡΙΣΤΙΚΟΝ ΠΡΟΓΡΑΜΜΑ ΝΕΟΥ ΕΤΟΥΣ	[41, 449, 398, 484]
lead-tattoo: ΛΟΝΔΙΝΟΝ, Δεκέμβριος. (Ρώυτερ).— Το Βρεταννικόν ναυτικόν ανεκοίνωσεν.	[1191, 667, 1370, 691]
lead-waves: ΝΟΡΦΟΛΚ, Βιργινία, 27. (Ασσ. Πρές).— Επετεύχθη η αξιοποίησις των κυμάτων.	[1191, 503, 1370, 527]
lead-cuban: ΤΟΚΙΟ, 27. (Ρώυτερ).— Ναυτικοί κουβανικού αλιευτικού εζήτησαν άσυλον.	[440, 462, 599, 485]
left-column	[10, 0, 429, 2348]
article-gas	[610, 453, 917, 792]
lead-nazis: ΒΟΝΝΗ, 27. (Ρώυτερ).— Το δικαστήριον κατεδίκασε έξ πρώην ναζιστάς.	[933, 922, 1180, 946]
body-filler: Κατά τας στατιστικάς, τα εγκλήματα ηυξήθησαν κατά 10% εντός του έτους. Η αστυνομία ζητεί περισσοτέρους άνδρας και μέσα. Το πρόβλημα είναι διεθνές, αλλά εις την Βρεταννίαν λαμβάνει ανησυχητικάς διαστάσεις.	[1191, 406, 1559, 454]
article-food-org	[10, 768, 429, 828]
body-filler: Οι διπλωμάται απελάθησαν εκ της χώρας εντός εικοσιτετραώρου.	[440, 585, 599, 621]
lead-laser: ΧΑΡΤΦΟΡΝΤ ΚΟΝΝΕΚΤΙΚΑΤ, 27. (Ασσ. Πρές).— Η ραδιοφωνία ήρχισε να χρησιμοποιή ακτίνας λέιζερ.	[933, 1011, 1180, 1035]
lead-food-org: ΡΩΜΗ, 27. (Ασσ. Πρές).— Σειράν νέων μέτρων προτείνει ο Οργανισμός Τροφίμων και Γεωργίας.	[10, 767, 215, 792]
headline-africa-magic: ΚΑΙ ΑΙ ΠΟΛΙΤΙΣΜΕΝΑΙ ΠΕΡΙΟΧΑΙ ΤΗΣ ΑΦΡΙΚΗΣ ΕΠΗΡΕΑΖΟΝΤΑΙ ΒΑΘΕΩΣ ΑΠΟ ΤΟΥΣ ΜΑΓΟΥΣ	[1232, 728, 1518, 758]
subhead-gas: Η κινεζική νεολαία υποβάλλεται είς αύστηράν στρατιωτικήν εκγύμνασιν	[640, 404, 1150, 447]
subhead-cyprus: Εχει εξασφαλίσει όλα τα μέσα χάρις είς τήν ξένην βοήθειαν	[614, 94, 1175, 143]
headline-bourguiba: ΜΑΚΡΑ ΣΥΝΟΜΙΛΙΑ ΜΠΟΥΡΓΚΙΜΠΑ ΚΑΙ ΕΝΤΓΚΑΡ ΦΩΡ	[466, 632, 573, 670]
body-filler: Πέντε διθέσια διαστημόπλοια Τζέμινι θα εκτοξευθούν κατά το προσεχές έτος, ενώ θα ακολουθήση η εκτόξευσις των πρώτων σεληνοπλοίων Απόλλων. Οι Αμερικανοί αστροναύται θα επιχειρήσουν συνδέσεις εις το διάστημα και μακροχρονίους πτήσεις. Το πρόγραμμα αποβλέπει εις την προσελήνωσιν ανθρώπων προ του 1970. Εκτός των επανδρωμένων πτήσεων, θα εκτοξευθούν και πολλοί μη επανδρωμένοι δορυφόροι διά επιστημονικάς έρευνας.	[1191, 123, 1559, 208]
headline-asylum: ΠΟΛΙΤΙΚΟΝ ΑΣΥΛΟΝ ΕΖΗΤΗΣΑΝ ΕΙΣ ΠΕΙΡΑΙΑ ΔΥΟ ΒΟΥΛΓΑΡΟΙ ΚΑΙ ΕΙΣ ΟΥΓΓΡΟΣ	[442, 141, 597, 193]
article-weather	[934, 658, 1180, 706]
article-bathyscaphe	[934, 746, 1180, 794]
right-column	[1191, 0, 1559, 2348]
article-asylum	[440, 196, 599, 256]
headline-zigdis: Ο κ. ΖΙΓΔΗΣ ΕΙΣ ΑΝΤΙΘΕΣΙΝ ΜΕ ΤΟΝ κ. ΠΑΠΑΝΔΡΕΟΥ ΔΙΟΤΙ ΔΕΝ ΩΜΙΛΗΣΕΝ ΕΠΙ ΤΟΥ ΟΙΚΟΝΟΜΙΚΟΥ;	[18, 293, 421, 327]
article-tourism	[10, 510, 429, 594]
headline-gas: ΔΗΛΗΤΗΡΙΩΔΗ ΑΕΡΙΑ, ΚΑΤΑ ΤΗΝ ΚΙΝΑΝ ΧΡΗΣΙΜΟΠΟΙΟΥΝ ΟΙ ΑΜΕΡΙΚΑΝΟΙ ΕΝΑΝΤΙΟΝ ΤΩΝ ΑΜΑΧΩΝ ΕΙΣ ΒΙΕΤΝΑΜ	[634, 321, 1155, 402]
body-filler: ΝΕΑ ΥΟΡΚΗ, 27.— Η εφημερίς «Νιου Υόρκ Τάιμς» σχολιάζει τας ειρηνευτικάς προσπαθείας.	[767, 541, 917, 577]
article-gemini	[1191, 124, 1559, 209]
subtitle-web: Ο ΙΣΤΟΣ ΤΗΣ ΑΡΑΧΝΗΣ	[1029, 175, 1148, 187]
headline-waves: ΕΠΕΤΥΧΟΝ ΤΑ ΠΡΩΤΑ ΠΕΙΡΑΜΑΤΑ ΕΙΣ ΤΗΝ ΑΜΕΡΙΚΗΝ ΠΡΟΣ ΤΙΘΑΣΕΥΣΙΝ ΚΑΙ ΑΞΙΟΠΟΙΗΣΙΝ ΤΩΝ ΚΥΜΑΤΩΝ	[1205, 471, 1544, 502]
headline-forgers: ΣΥΛΛΗΨΙΣ ΙΤΑΛΩΝ ΠΛΑΣΤΟΓΡΑΦΩΝ ΕΡΓΩΝ ΤΕΧΝΗΣ	[458, 979, 581, 1018]
lead-cyprus: ΛΕΥΚΩΣΙΑ, 27. (Αθ. Πρακτ.).— Η εφημερίς «Φωνή του Κ.Γ.» δημοσιεύει σήμερον την συνέντευξιν του προέδρου της Κυπριακής Δημοκρατίας κ. Μακαρίου.	[610, 148, 794, 196]
headline-world-bank: Ο ΠΡΟΕΔΡΟΣ ΤΗΣ ΔΙΕΘΝΟΥΣ ΤΡΑΠΕΖΗΣ ΑΝΑΧΩΡΕΙ ΕΙΣ ΚΑΖΑΜΠΛΑΝΚΑΝ	[459, 732, 580, 783]
lead-stroke: ΛΟΣ ΑΝΤΖΕΛΕΣ, 27. (Ουνάιτ. Πρές).— Επιστήμονες ανεκάλυψαν νέαν μέθοδον.	[1191, 584, 1370, 608]
article-heat	[934, 582, 1180, 618]
headline-tattoo: ΠΟΛΛΟΙ ΑΓΓΛΟΙ ΝΑΥΤΙΚΟΙ ΜΕΤΗΝΟΗΣΑΝ ΔΙΟΤΙ ΥΠΕΒΛΗΘΗΣΑΝ ΕΙΣ ΤΟ "ΤΑΤΟΥΑΖ,,	[1218, 634, 1532, 666]
subtitle-tension: ΧΑΙΡΑ ΕΝΤΑΣΕΩΣ	[850, 188, 940, 200]
article-space-coop	[440, 1203, 599, 1251]
body-filler: Ο κ. Μπολουκμπασί υποστήριξεν ότι η κυβέρνησις οφείλει να επανεξετάση την πολιτικήν της έναντι της Ελλάδος και να ζητήση την προστασίαν των Τούρκων της Δυτικής Θράκης. Ο αρχηγός του κόμματος ετόνισεν ότι αι σχέσεις των δύο χωρών ευρίσκονται εις κρίσιμον σημείον. Το γεγονός ότι Έλληνες κάτοικοι της Κωνσταντινουπόλεως εγκαταλείπουν την πόλιν δεν απετέλεσε θέμα συζητήσεως. Ο κ. Μπολουκμπασί ανέφερεν ότι το κόμμα του θα υποβάλη σχετικήν πρότασιν εις την Μεγάλην Εθνοσυνέλευσιν. Αι δηλώσεις του προεκάλεσαν ζωηράς αντιδράσεις εις τους πολιτικούς κύκλους της Άγκυρας, όπου θεωρείται ότι η πολιτική αυτή θα επιδεινώση τας σχέσεις με την Αθήνας. Εν τω μεταξύ, ο τουρκικός τύπος σχολιάζει ευρέως το ζήτημα. Κατά τας πληροφορίας, η κυβέρνησις δεν προτίθεται να προβή εις οιανδήποτε ενέργειαν προ της συζητήσεως του θέματος εις το κοινοβούλιον.	[10, 147, 429, 278]
body-filler: Η νέα κυβέρνησις θα σχηματισθή εντός των προσεχών ημερών. Αι διαβουλεύσεις συνεχίζονται μεταξύ των ηγετών του κόμματος Μπάαθ.	[440, 82, 599, 130]
lead-bourguiba: ΤΥΝΙΣ, 27. (Ρώυτερ).— Ο πρόεδρος Μπουργκίμπα συνωμίλησε.	[440, 672, 599, 697]
subtitle-chinese: Η ΕΤΟΙΜΟΤΗΣ ΤΩΝ ΚΙΝΕΖΩΝ	[610, 669, 759, 681]
body-filler: ΟΥΑΣΙΓΚΤΩΝ, 27.— Αι Ηνωμ. Πολιτείαι θα αποστείλουν καύσιμα διά την Ζαμβίαν μέσω αεροπορικής γέφυρας.	[1380, 266, 1559, 302]
column-rule	[925, 451, 926, 1063]
body-filler: Το βαθύσκαφος δύναται να καταδυθή εις βάθος 6.000 μέτρων και θα χρησιμοποιηθή διά ερευνητικούς σκοπούς.	[933, 758, 1180, 793]
body-filler: Δεν υπήρξαν θύματα αλλά μόνον υλικαί ζημίαι. Το λιμεναρχείον διέταξε ανάκρισιν. Ανοικτά της Κρήτης ένα αλιευτικόν εκινδύνευσε λόγω θαλασσοταραχής, αλλά διεσώθη υπό πλοίου του πολεμικού ναυτικού.	[610, 1131, 987, 1202]
article-laser	[934, 1012, 1180, 1060]
body-filler: ΣΑΪΓΚΩΝ, 27.— Ο θίασος του Μπομπ Χόπ έδωσε παράστασιν διά τους στρατιώτας.	[767, 598, 917, 633]
headline-fishing: ΑΛΙΕΥΤΙΚΟΝ ΕΚΙΝΔΥΝΕΥΣΕΝ ΑΝΟΙΚΤΑ ΤΗΣ ΚΡΗΤΗΣ	[696, 1095, 1094, 1112]
headline-stroke: Η ΕΓΚΕΦΑΛΙΚΗ ΣΥΜΦΟΡΗΣΙΣ ΘΑ ΕΠΙΣΗΜΑΙΝΕΤΑΙ ΠΡΙΝ ΕΚΔΗΛΩΘΗ ΚΑΙ ΠΡΟΚΑΛΕΣΗ ΣΟΒΑΡΑΣ ΒΛΑΒΑΣ	[1203, 552, 1546, 582]
subtitle-liner-fire: ΠΥΡΚΑΪΑ ΕΙΣ ΥΠΕΡΩΚΕΑΝΕΙΟΝ	[814, 1158, 975, 1170]
subtitle-laos: ΚΑΤΑΓΓΕΛΙΑΙ ΤΟΥ ΛΑΟΣ	[782, 468, 904, 480]
article-lebanon	[440, 1301, 599, 1338]
article-ferries	[610, 1131, 1180, 1211]
body-filler: Οι δύο Βούλγαροι αναχώρησαν από το πλοίον και παρουσιάσθησαν εις τας αρχάς του λιμένος.	[440, 208, 599, 255]
subhead-thrace: ΕΖΗΤΗΣΕΝ Ο ΑΡΧΗΓΟΣ ΤΩΝ ΤΟΥΡΚΩΝ ΑΓΡΟΤΩΝ	[36, 97, 403, 142]
body-filler: Η μέθοδος επιτρέπει την έγκαιρον διάγνωσιν της εγκεφαλικής συμφορήσεως. Οι ιατροί θα δύνανται να λάβουν προληπτικά μέτρα πριν εκδηλωθή η νόσος.	[1191, 584, 1559, 620]
lead-gemini: ΑΚΡΩΤΗΡΙΟΝ ΚΕΝΝΕΝΤΥ, 27. (Ασσ. Πρές).— Το 1966 θα είναι το ιστορικόν έτος της αμερικανικής εξερευνήσεως του διαστήματος.	[1191, 123, 1370, 171]
body-filler: Ο βουλευτής Κύπρου κ. Ζίγδης δεν θα υπερψηφίση τον προϋπολογισμόν, εάν δεν δοθούν εξηγήσεις επί της οικονομικής πολιτικής. Αι πληροφορίαι αναφέρουν ότι η θέσις του εντός του κόμματος δεν είναι σαφής και ότι ενδέχεται να ανεξαρτητοποιηθή. Ο κ. Ζίγδης, ερωτηθείς, αρνήθη να σχολιάση τας φήμας. Κύκλοι της κυβερνήσεως δηλούν ότι το ζήτημα θα λυθή εντός ολίγων ημερών. Ο πρωθυπουργός κ. Παπανδρέου θα ομιλήση κατά την συζήτησιν του προϋπολογισμού και θα αναφερθή εκτενώς εις τα οικονομικά.	[10, 352, 429, 435]
subtitle-cambodia: ΟΙ ΒΟΜΒΟΙ ΤΗΣ ΚΑΜΠΟΤΖΗΣ	[643, 738, 724, 761]
lead-cairo: ΚΑΪΡΟΝ, 27. (Ρώυτερ).— Αφίχθη ο Έλλην υπουργός.	[440, 1374, 599, 1398]
body-filler: Θα ανταλλάσσουν πληροφορίας εκ των δορυφόρων.	[440, 1227, 599, 1250]
body-filler: ΠΕΚΙΝΟΝ, 27.— Οι Κινέζοι δηλούν έτοιμοι να αντιμετωπίσουν κάθε επίθεσιν. Η εφημερίς του λαού γράφει ότι ο κινεζικός λαός είναι ενωμένος.	[610, 686, 759, 733]
article-experiment	[440, 886, 599, 970]
body-filler: Η αξία των κοσμημάτων υπολογίζεται εις χιλιάδας λιρών.	[933, 858, 1180, 882]
subtitle-cargo-fire: ΚΑΙ ΕΙΣ ΦΟΡΤΗΓΟΝ	[1038, 1131, 1139, 1143]
